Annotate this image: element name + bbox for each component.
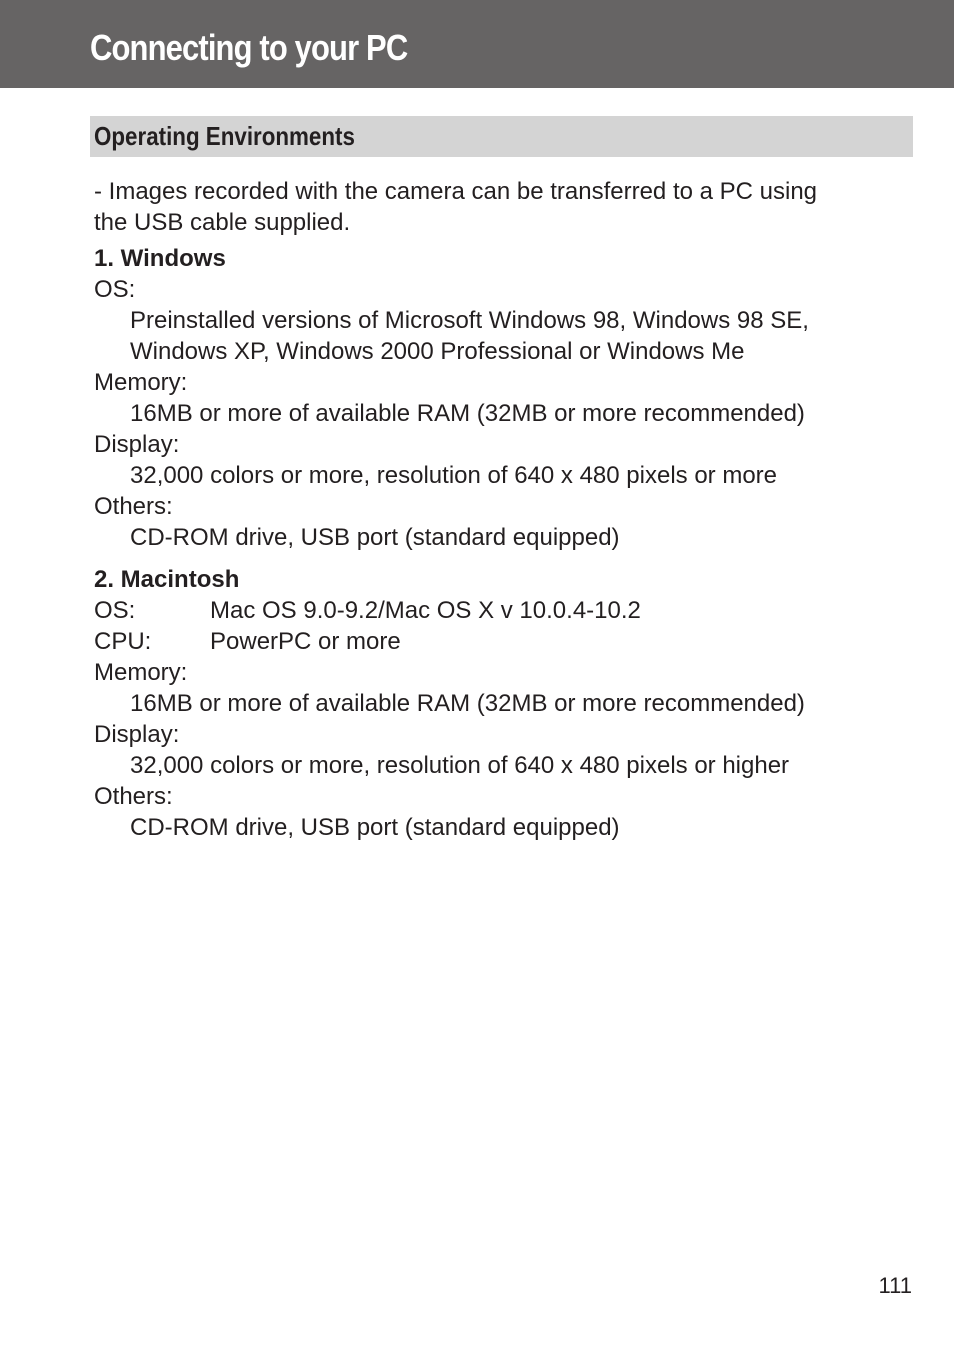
windows-os-label: OS: [94,276,136,303]
intro-paragraph [94,176,894,238]
macintosh-os-row [94,595,894,626]
windows-others-value: CD-ROM drive, USB port (standard equipped) [130,524,620,551]
page-number: 111 [878,1273,912,1298]
windows-memory-value: 16MB or more of available RAM (32MB or more recommended) [130,400,805,427]
intro-line-2: the USB cable supplied. [94,209,351,236]
windows-os-value-line-1: Preinstalled versions of Microsoft Windows 98, Windows 98 SE, [130,307,809,334]
page-title: Connecting to your PC [90,27,408,68]
header-bar [0,0,954,88]
windows-memory-label: Memory: [94,369,188,396]
macintosh-memory-value: 16MB or more of available RAM (32MB or more recommended) [130,690,805,717]
windows-display-label: Display: [94,431,180,458]
macintosh-cpu-row [94,626,894,657]
macintosh-cpu-label: CPU: [94,628,152,655]
section-title: Operating Environments [94,121,355,151]
macintosh-requirements [94,564,894,843]
content-body [94,176,894,843]
macintosh-others-value: CD-ROM drive, USB port (standard equipped) [130,814,620,841]
macintosh-memory-label: Memory: [94,659,188,686]
macintosh-cpu-value: PowerPC or more [210,628,401,655]
macintosh-os-value: Mac OS 9.0-9.2/Mac OS X v 10.0.4-10.2 [210,597,641,624]
intro-line-1: - Images recorded with the camera can be transferred to a PC using [94,178,818,205]
windows-heading: 1. Windows [94,245,226,272]
section-header-bar [90,116,913,157]
macintosh-display-label: Display: [94,721,180,748]
macintosh-display-value: 32,000 colors or more, resolution of 640 x 480 pixels or higher [130,752,790,779]
windows-others-label: Others: [94,493,173,520]
windows-os-value-line-2: Windows XP, Windows 2000 Professional or Windows Me [130,338,745,365]
macintosh-os-label: OS: [94,597,136,624]
macintosh-others-label: Others: [94,783,173,810]
windows-requirements [94,243,894,553]
windows-display-value: 32,000 colors or more, resolution of 640 x 480 pixels or more [130,462,778,489]
macintosh-heading: 2. Macintosh [94,566,240,593]
